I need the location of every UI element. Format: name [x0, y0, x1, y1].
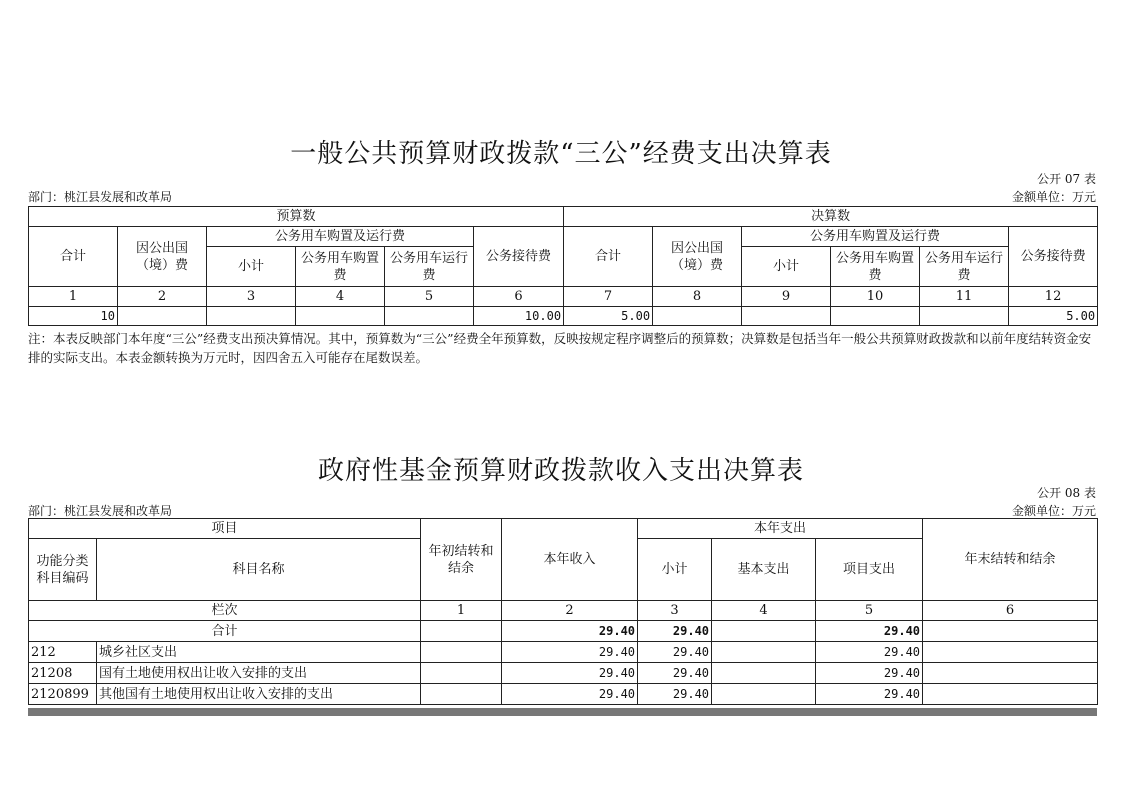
header-project: 项目支出 — [816, 539, 923, 601]
cell-value: 29.40 — [502, 684, 638, 705]
total-label: 合计 — [29, 621, 421, 642]
header-subject-name: 科目名称 — [97, 539, 421, 601]
col-number: 1 — [29, 287, 118, 307]
cell-value — [653, 307, 742, 326]
header-code: 功能分类科目编码 — [29, 539, 97, 601]
cell-value: 29.40 — [816, 642, 923, 663]
col-number: 6 — [923, 601, 1098, 621]
table2-number: 公开 08 表 — [1037, 486, 1096, 500]
col-number: 5 — [816, 601, 923, 621]
header-abroad: 因公出国（境）费 — [118, 227, 207, 287]
col-number: 2 — [118, 287, 207, 307]
cell-value — [421, 663, 502, 684]
cell-value: 29.40 — [638, 621, 712, 642]
cell-value — [385, 307, 474, 326]
col-number: 5 — [385, 287, 474, 307]
col-number: 8 — [653, 287, 742, 307]
table-row — [29, 307, 1098, 326]
subject-code: 2120899 — [29, 684, 97, 705]
header-begin-balance: 年初结转和结余 — [421, 519, 502, 601]
header-car: 公务用车购置及运行费 — [207, 227, 474, 247]
col-number: 3 — [207, 287, 296, 307]
header-car: 公务用车购置及运行费 — [742, 227, 1009, 247]
subject-name: 国有土地使用权出让收入安排的支出 — [97, 663, 421, 684]
header-subtotal: 小计 — [207, 247, 296, 287]
col-number: 9 — [742, 287, 831, 307]
cell-value — [923, 621, 1098, 642]
cell-value: 29.40 — [638, 642, 712, 663]
government-fund-table — [28, 518, 1098, 705]
cell-value — [923, 663, 1098, 684]
col-number: 2 — [502, 601, 638, 621]
cell-value — [712, 621, 816, 642]
cell-value: 29.40 — [502, 642, 638, 663]
col-number: 4 — [296, 287, 385, 307]
header-abroad: 因公出国（境）费 — [653, 227, 742, 287]
cell-value: 29.40 — [816, 663, 923, 684]
table1-number: 公开 07 表 — [1037, 172, 1096, 186]
table2-title: 政府性基金预算财政拨款收入支出决算表 — [317, 456, 804, 486]
header-end-balance: 年末结转和结余 — [923, 519, 1098, 601]
cell-value — [118, 307, 207, 326]
cell-value — [421, 621, 502, 642]
cell-value — [421, 684, 502, 705]
cell-value: 29.40 — [816, 684, 923, 705]
subject-code: 21208 — [29, 663, 97, 684]
cell-value — [712, 684, 816, 705]
header-lanci: 栏次 — [29, 601, 421, 621]
cell-value — [923, 642, 1098, 663]
header-subtotal: 小计 — [742, 247, 831, 287]
subject-code: 212 — [29, 642, 97, 663]
header-basic: 基本支出 — [712, 539, 816, 601]
cell-value: 29.40 — [502, 663, 638, 684]
col-number: 4 — [712, 601, 816, 621]
col-number: 10 — [831, 287, 920, 307]
col-number: 1 — [421, 601, 502, 621]
three-public-expense-table — [28, 206, 1098, 326]
cell-value — [920, 307, 1009, 326]
cell-value — [923, 684, 1098, 705]
cell-value — [742, 307, 831, 326]
cell-value — [831, 307, 920, 326]
table1-note: 注：本表反映部门本年度“三公”经费支出预决算情况。其中，预算数为“三公”经费全年预算数，反映按规定程序调整后的预算数；决算数是包括当年一般公共预算财政拨款和以前年度结转资金安排的实际支出。本表金额转换为万元时，因四舍五入可能存在尾数误差。 — [28, 331, 1092, 365]
header-total: 合计 — [29, 227, 118, 287]
column-number-row — [29, 601, 1098, 621]
header-car-purchase: 公务用车购置费 — [831, 247, 920, 287]
cell-value — [296, 307, 385, 326]
cell-value — [207, 307, 296, 326]
table-row — [29, 663, 1098, 684]
table-bottom-border — [28, 708, 1097, 716]
table1-title: 一般公共预算财政拨款“三公”经费支出决算表 — [290, 139, 832, 169]
header-item: 项目 — [29, 519, 421, 539]
cell-value: 10.00 — [474, 307, 564, 326]
table1-department: 部门：桃江县发展和改革局 — [28, 190, 173, 204]
header-car-purchase: 公务用车购置费 — [296, 247, 385, 287]
table-row — [29, 684, 1098, 705]
cell-value: 5.00 — [1009, 307, 1098, 326]
header-income: 本年收入 — [502, 519, 638, 601]
group-final: 决算数 — [564, 207, 1098, 227]
cell-value: 29.40 — [502, 621, 638, 642]
total-row — [29, 621, 1098, 642]
header-reception: 公务接待费 — [1009, 227, 1098, 287]
col-number: 6 — [474, 287, 564, 307]
table1-unit: 金额单位：万元 — [1011, 190, 1096, 204]
table2-department: 部门：桃江县发展和改革局 — [28, 504, 173, 518]
group-budget: 预算数 — [29, 207, 564, 227]
subject-name: 其他国有土地使用权出让收入安排的支出 — [97, 684, 421, 705]
col-number: 11 — [920, 287, 1009, 307]
cell-value — [421, 642, 502, 663]
cell-value — [712, 642, 816, 663]
header-total: 合计 — [564, 227, 653, 287]
header-car-running: 公务用车运行费 — [920, 247, 1009, 287]
cell-value: 29.40 — [816, 621, 923, 642]
cell-value: 5.00 — [564, 307, 653, 326]
header-subtotal: 小计 — [638, 539, 712, 601]
col-number: 3 — [638, 601, 712, 621]
cell-value: 29.40 — [638, 684, 712, 705]
header-car-running: 公务用车运行费 — [385, 247, 474, 287]
subject-name: 城乡社区支出 — [97, 642, 421, 663]
table-row — [29, 642, 1098, 663]
header-reception: 公务接待费 — [474, 227, 564, 287]
cell-value: 10 — [29, 307, 118, 326]
header-expense: 本年支出 — [638, 519, 923, 539]
column-number-row — [29, 287, 1098, 307]
col-number: 12 — [1009, 287, 1098, 307]
col-number: 7 — [564, 287, 653, 307]
table2-unit: 金额单位：万元 — [1011, 504, 1096, 518]
cell-value: 29.40 — [638, 663, 712, 684]
cell-value — [712, 663, 816, 684]
